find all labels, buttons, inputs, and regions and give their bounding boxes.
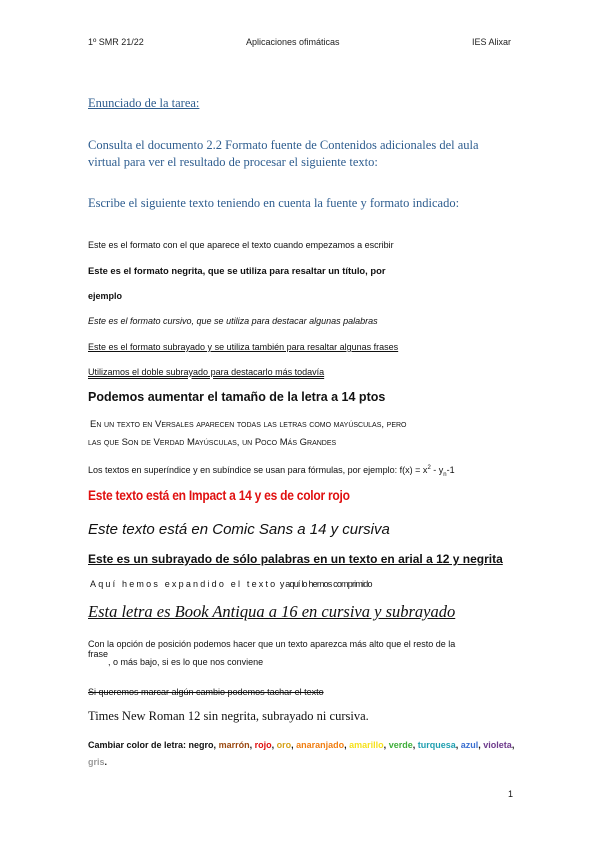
- underline-format-line: Este es el formato subrayado y se utiliza también para resaltar algunas frases: [88, 342, 399, 352]
- italic-format-line: Este es el formato cursivo, que se utiliza para destacar algunas palabras: [88, 316, 378, 326]
- times-new-roman-line: Times New Roman 12 sin negrita, subrayado ni cursiva.: [88, 709, 369, 723]
- color-word-amarillo: amarillo: [349, 740, 384, 750]
- superscript-subscript-text: Los textos en superíndice y en subíndice se usan para fórmulas, por ejemplo: f(x) = x: [88, 465, 428, 475]
- color-word-azul: azul: [460, 740, 479, 750]
- color-word-oro: oro: [276, 740, 292, 750]
- color-word-gris: gris: [88, 757, 105, 767]
- superscript-2: 2: [427, 465, 431, 471]
- raised-word: frase: [88, 649, 109, 659]
- color-word-violeta: violeta: [483, 740, 512, 750]
- strikethrough-line: Si queremos marcar algún cambio podemos tachar el texto: [88, 687, 324, 697]
- task-intro-line1: Consulta el documento 2.2 Formato fuente de Contenidos adicionales del aula: [88, 138, 479, 152]
- header-left: 1º SMR 21/22: [88, 37, 144, 47]
- condensed-text: y aquí lo hemos comprimido: [279, 579, 372, 589]
- double-underline-line: Utilizamos el doble subrayado para destacarlo más todavía: [88, 367, 325, 377]
- lowered-text: , o más bajo, si es lo que nos conviene: [108, 657, 264, 667]
- minus-one-text: -1: [446, 465, 455, 475]
- size-14-line: Podemos aumentar el tamaño de la letra a 14 ptos: [88, 390, 386, 404]
- arial-word-underline-line: Este es un subrayado de sólo palabras en un texto en arial a 12 y negrita: [88, 552, 503, 566]
- task-intro-line2: virtual para ver el resultado de procesar el siguiente texto:: [88, 155, 378, 169]
- color-word-verde: verde: [388, 740, 413, 750]
- expanded-text: Aquí hemos expandido el texto: [90, 579, 278, 589]
- impact-red-line: Este texto está en Impact a 14 y es de color rojo: [88, 487, 350, 503]
- comic-sans-line: Este texto está en Comic Sans a 14 y cursiva: [88, 521, 390, 538]
- color-word-negro: negro: [188, 740, 214, 750]
- small-caps-line2: las que Son de Verdad Mayúsculas, un Poco Más Grandes: [88, 437, 337, 448]
- task-title: Enunciado de la tarea:: [88, 96, 200, 110]
- page-number: 1: [508, 789, 514, 799]
- small-caps-line1: En un texto en Versales aparecen todas las letras como mayúsculas, pero: [90, 419, 407, 430]
- color-word-anaranjado: anaranjado: [296, 740, 345, 750]
- header-center: Aplicaciones ofimáticas: [246, 37, 340, 47]
- color-word-turquesa: turquesa: [417, 740, 456, 750]
- color-list-label: Cambiar color de letra:: [88, 740, 189, 750]
- position-line1: Con la opción de posición podemos hacer que un texto aparezca más alto que el resto de la: [88, 639, 456, 649]
- normal-format-line: Este es el formato con el que aparece el texto cuando empezamos a escribir: [88, 240, 394, 250]
- color-word-rojo: rojo: [254, 740, 272, 750]
- task-instruction: Escribe el siguiente texto teniendo en cuenta la fuente y formato indicado:: [88, 196, 460, 210]
- color-word-marron: marrón: [218, 740, 250, 750]
- position-line2: [88, 649, 264, 667]
- subscript-n: n: [443, 471, 447, 478]
- superscript-subscript-line: [88, 465, 455, 478]
- bold-format-line1: Este es el formato negrita, que se utiliza para resaltar un título, por: [88, 265, 386, 276]
- header-right: IES Alixar: [472, 37, 512, 47]
- book-antiqua-line: Esta letra es Book Antiqua a 16 en cursiva y subrayado: [88, 602, 456, 621]
- color-list-paragraph: Cambiar color de letra: negro, marrón, rojo, oro, anaranjado, amarillo, verde, turquesa, azul, violeta, gris.: [88, 740, 515, 767]
- expanded-condensed-line: [90, 579, 372, 589]
- bold-format-line2: ejemplo: [88, 291, 123, 301]
- minus-y-text: - y: [430, 465, 444, 475]
